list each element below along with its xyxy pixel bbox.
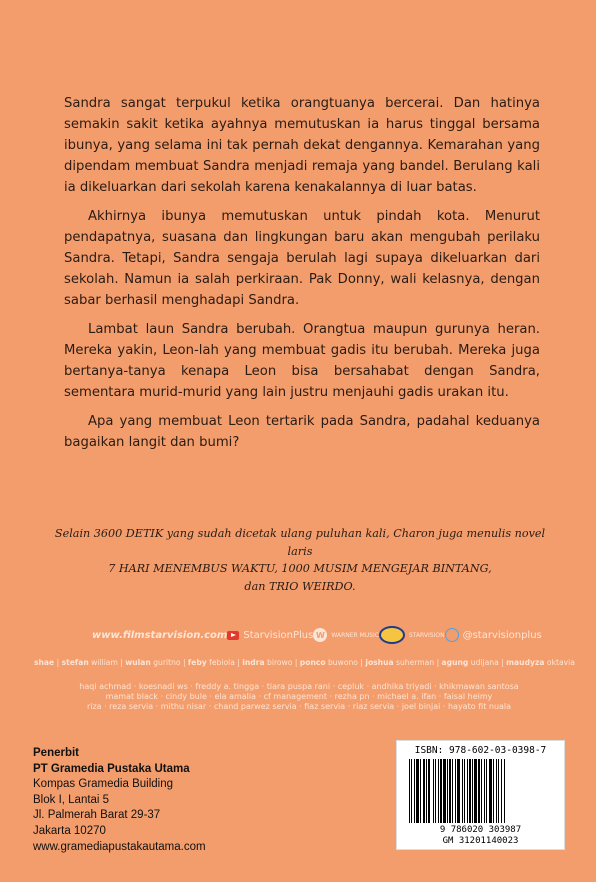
synopsis-paragraph-4: Apa yang membuat Leon tertarik pada Sandra, padahal keduanya bagaikan langit dan bumi? (64, 414, 540, 450)
cast-separator: | (357, 658, 366, 667)
youtube-handle: StarvisionPlus (243, 629, 314, 641)
author-note-line-1: Selain 3600 DETIK yang sudah dicetak ulang puluhan kali, Charon juga menulis novel laris (54, 527, 546, 558)
barcode-bars (409, 759, 552, 823)
cast-last-name: birowo (264, 658, 293, 667)
credits-row-2: mamat black · cindy bule · ela amalia · cf management · rezha pn · michael a. ifan · faisal heimy (105, 692, 493, 701)
barcode-digits: 9 786020 303987 (439, 825, 522, 835)
publisher-block: Blok I, Lantai 5 (33, 793, 110, 806)
cast-last-name: oktavia (544, 658, 575, 667)
cast-first-name: maudyza (506, 658, 545, 667)
cast-first-name: stefan (61, 658, 89, 667)
gm-code: GM 31201140023 (442, 836, 519, 846)
instagram-handle: @starvisionplus (462, 629, 542, 641)
publisher-website: www.gramediapustakautama.com (33, 840, 206, 853)
author-note-line-3: dan TRIO WEIRDO. (244, 579, 356, 593)
cast-separator: | (180, 658, 188, 667)
youtube-icon (227, 631, 239, 640)
cast-separator: | (498, 658, 507, 667)
synopsis-paragraph-1: Sandra sangat terpukul ketika orangtuanya bercerai. Dan hatinya semakin sakit ketika ayahnya memutuskan ia harus tinggal bersama ibunya, yang selama ini tak pernah dekat dengannya. Kemarahan yang dipendam membuat Sandra menjadi remaja yang bandel. Berulang kali ia dikeluarkan dari sekolah karena kenakalannya di luar batas. (64, 96, 540, 195)
website-text: www.filmstarvision.com (92, 629, 228, 641)
starvision-icon (379, 626, 405, 644)
instagram-logo (445, 628, 542, 642)
cast-list (34, 658, 575, 667)
cast-separator: | (234, 658, 243, 667)
publisher-building: Kompas Gramedia Building (33, 778, 173, 791)
cast-first-name: wulan (125, 658, 151, 667)
cast-first-name: agung (441, 658, 469, 667)
publisher-city: Jakarta 10270 (33, 824, 106, 837)
youtube-logo (227, 630, 313, 641)
cast-separator: | (292, 658, 300, 667)
warner-icon: W (313, 628, 327, 642)
author-note-line-2: 7 HARI MENEMBUS WAKTU, 1000 MUSIM MENGEJAR BINTANG, (108, 562, 492, 575)
website-logo (92, 630, 227, 641)
credits-row-1: haqi achmad · koesnadi ws · freddy a. tingga · tiara puspa rani · cepluk · andhika triyadi · khikmawan santosa (79, 682, 519, 691)
barcode-bar (505, 759, 506, 823)
cast-last-name: udijana (468, 658, 499, 667)
credits-row-3: riza · reza servia · mithu nisar · chand parwez servia · fiaz servia · riaz servia · joel binjai · hayato fit nuala (86, 702, 512, 711)
cast-separator: | (434, 658, 442, 667)
film-credits (34, 682, 564, 712)
warner-music-logo (313, 628, 379, 642)
publisher-name: PT Gramedia Pustaka Utama (33, 762, 190, 775)
cast-first-name: shae (34, 658, 55, 667)
cast-first-name: feby (187, 658, 207, 667)
cast-last-name: buwono (325, 658, 358, 667)
cast-last-name: suherman (393, 658, 435, 667)
author-note (50, 525, 550, 595)
cast-first-name: indra (242, 658, 265, 667)
cast-separator: | (54, 658, 62, 667)
synopsis-paragraph-3: Lambat laun Sandra berubah. Orangtua maupun gurunya heran. Mereka yakin, Leon-lah yang membuat gadis itu berubah. Mereka juga bertanya-tanya kenapa Leon bisa bersahabat dengan Sandra, sementara murid-murid yang lain justru menjauhi gadis urakan itu. (64, 322, 540, 400)
cast-separator: | (117, 658, 126, 667)
synopsis-paragraph-2: Akhirnya ibunya memutuskan untuk pindah kota. Menurut pendapatnya, suasana dan lingkungan baru akan mengubah perilaku Sandra. Tetapi, Sandra sengaja berulah lagi supaya dikeluarkan dari sekolah. Namun ia salah perkiraan. Pak Donny, wali kelasnya, dengan sabar berhasil menghadapi Sandra. (64, 209, 540, 308)
publisher-info (33, 746, 206, 855)
isbn-text: ISBN: 978-602-03-0398-7 (414, 745, 547, 756)
isbn-barcode (396, 740, 565, 850)
cast-last-name: william (88, 658, 118, 667)
cast-last-name: febiola (206, 658, 235, 667)
starvision-logo (379, 626, 445, 644)
cast-last-name: guritno (150, 658, 181, 667)
synopsis-text (64, 93, 540, 461)
instagram-icon (445, 628, 459, 642)
publisher-label: Penerbit (33, 747, 80, 759)
publisher-street: Jl. Palmerah Barat 29-37 (33, 809, 161, 822)
sponsor-logos (92, 624, 542, 646)
cast-first-name: ponco (299, 658, 326, 667)
warner-text: WARNER MUSIC (331, 631, 379, 639)
starvision-text: STARVISION (408, 631, 445, 639)
cast-first-name: joshua (365, 658, 394, 667)
